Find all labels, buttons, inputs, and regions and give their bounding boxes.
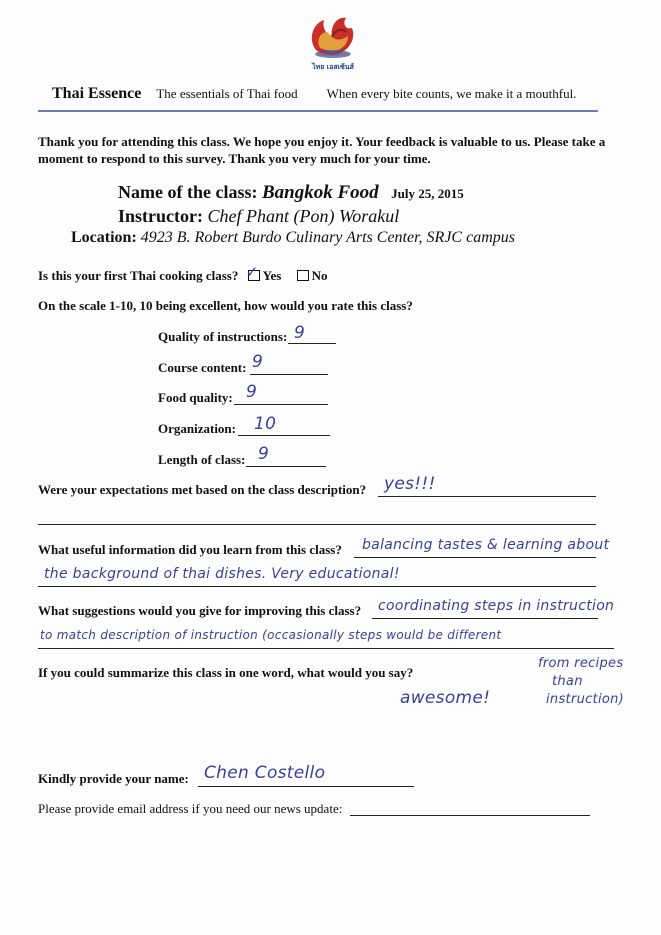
class-date: July 25, 2015 [391, 186, 464, 201]
suggestions-answer-line-3[interactable]: from recipes [538, 656, 624, 671]
no-label: No [311, 268, 328, 283]
rating-line-length [246, 466, 326, 467]
useful-answer-line-2[interactable]: the background of thai dishes. Very educational! [44, 566, 400, 582]
useful-answer-line-1[interactable]: balancing tastes & learning about [362, 537, 610, 553]
class-name-value: Bangkok Food [261, 182, 379, 203]
rating-line-food [234, 404, 328, 405]
rating-label-organization: Organization: [158, 421, 236, 436]
summary-question: If you could summarize this class in one word, what would you say? [38, 665, 414, 680]
suggestions-answer-line-5[interactable]: instruction) [546, 692, 625, 707]
name-line [198, 786, 414, 787]
suggestions-line-1 [372, 618, 598, 619]
rating-line-organization [238, 435, 330, 436]
useful-question: What useful information did you learn from this class? [38, 542, 342, 557]
email-label: Please provide email address if you need our news update: [38, 801, 343, 816]
class-name-label: Name of the class: [118, 182, 258, 202]
yes-checkbox[interactable] [245, 263, 260, 281]
brand-name: Thai Essence [52, 85, 142, 102]
useful-line-1 [354, 557, 596, 558]
intro-text: Thank you for attending this class. We hope you enjoy it. Your feedback is valuable to us. Please take a moment to respond to this survey. Thank you very much for your time. [38, 134, 606, 166]
name-label: Kindly provide your name: [38, 771, 189, 786]
thai-essence-logo [302, 10, 364, 78]
expectations-answer[interactable]: yes!!! [384, 474, 436, 494]
rating-line-content [250, 374, 328, 375]
rating-value-organization[interactable]: 10 [254, 414, 277, 434]
logo-text-english: Thai Essence [317, 52, 349, 58]
no-checkbox[interactable] [297, 270, 309, 281]
instructor-label: Instructor: [118, 206, 203, 226]
rating-label-instructions: Quality of instructions: [158, 329, 288, 344]
expectations-line-2 [38, 524, 596, 525]
location-label: Location: [71, 229, 137, 246]
header-bar [52, 85, 576, 103]
checkmark-icon: ✓ [245, 263, 259, 281]
rating-question: On the scale 1-10, 10 being excellent, how would you rate this class? [38, 298, 413, 313]
header-divider [38, 110, 598, 112]
suggestions-answer-line-2[interactable]: to match description of instruction (occasionally steps would be different [40, 628, 502, 642]
rating-label-food: Food quality: [158, 390, 233, 405]
instructor-row [118, 206, 399, 227]
name-value[interactable]: Chen Costello [204, 763, 326, 783]
brand-motto: When every bite counts, we make it a mouthful. [326, 86, 577, 101]
rating-value-instructions[interactable]: 9 [294, 323, 306, 343]
suggestions-line-2 [38, 648, 614, 649]
expectations-line-1 [378, 496, 596, 497]
first-class-question: Is this your first Thai cooking class? [38, 268, 239, 283]
summary-answer[interactable]: awesome! [400, 688, 491, 708]
rating-value-food[interactable]: 9 [246, 382, 258, 402]
rating-value-content[interactable]: 9 [252, 352, 264, 372]
suggestions-answer-line-1[interactable]: coordinating steps in instruction [378, 598, 615, 614]
instructor-value: Chef Phant (Pon) Worakul [207, 206, 400, 226]
rating-label-length: Length of class: [158, 452, 246, 467]
email-line[interactable] [350, 815, 590, 816]
brand-tagline: The essentials of Thai food [156, 86, 298, 101]
rating-line-instructions [288, 343, 336, 344]
first-class-row [38, 263, 328, 284]
logo-text-thai: ไทย เอสเซ้นส์ [312, 63, 354, 71]
class-name-row [118, 182, 464, 204]
rating-label-content: Course content: [158, 360, 247, 375]
yes-label: Yes [262, 268, 282, 283]
useful-line-2 [38, 586, 596, 587]
suggestions-question: What suggestions would you give for improving this class? [38, 603, 362, 618]
expectations-question: Were your expectations met based on the class description? [38, 482, 367, 497]
location-value: 4923 B. Robert Burdo Culinary Arts Center, SRJC campus [140, 229, 515, 246]
rating-value-length[interactable]: 9 [258, 444, 270, 464]
location-row [71, 229, 515, 247]
suggestions-answer-line-4[interactable]: than [552, 674, 583, 689]
